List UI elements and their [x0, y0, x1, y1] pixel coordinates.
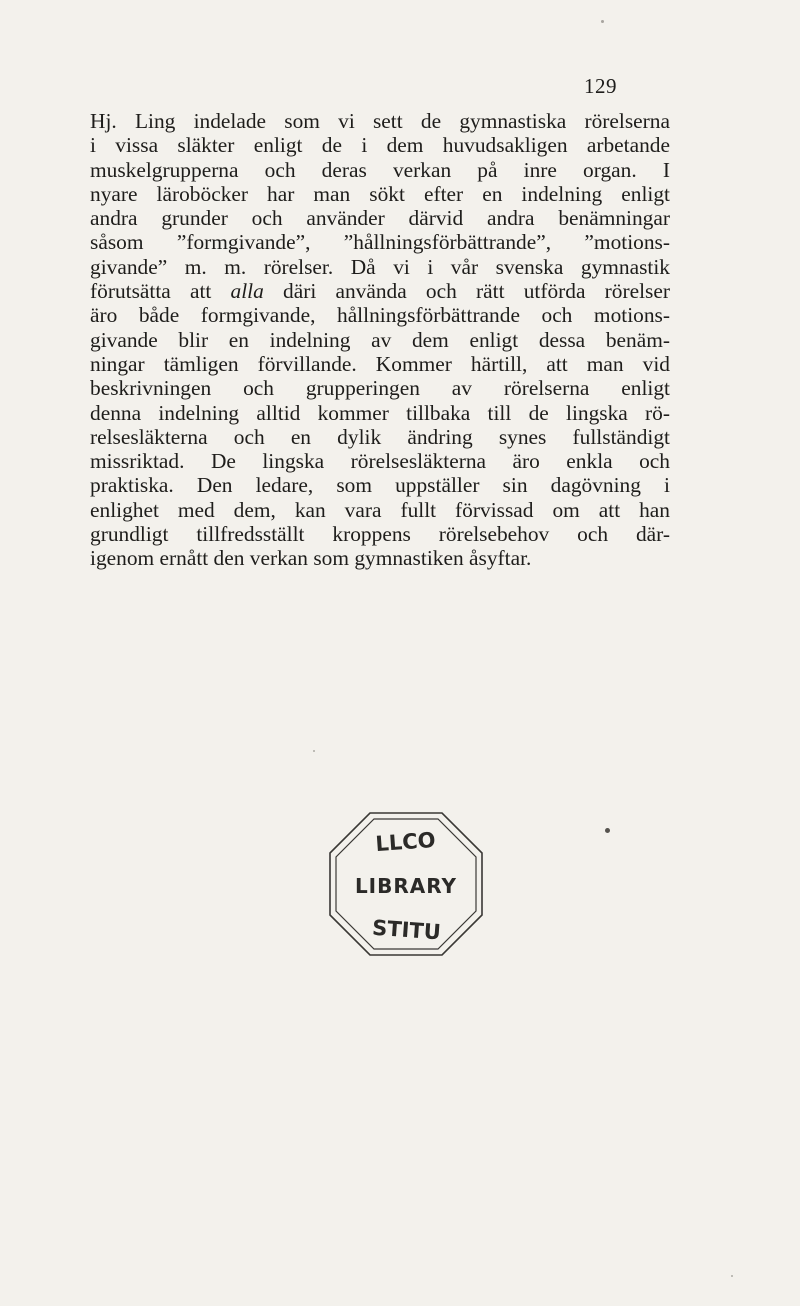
- text-line: denna indelning alltid kommer tillbaka till de lingska rö-: [90, 400, 670, 425]
- text-line: praktiska. Den ledare, som uppställer sin dagövning i: [90, 473, 670, 498]
- text-segment: däri använda och rätt utförda rörelser: [263, 279, 670, 304]
- text-line: såsom ”formgivande”, ”hållningsförbättrande”, ”motions-: [90, 230, 670, 255]
- text-line: relsesläkterna och en dylik ändring synes fullständigt: [90, 424, 670, 449]
- italic-word: alla: [230, 279, 264, 304]
- text-line: andra grunder och använder därvid andra benämningar: [90, 206, 670, 231]
- text-line: Hj. Ling indelade som vi sett de gymnastiska rörelserna: [90, 109, 670, 133]
- paper-speck: [601, 20, 604, 23]
- paper-speck: [313, 750, 315, 752]
- text-line: missriktad. De lingska rörelsesläkterna äro enkla och: [90, 449, 670, 474]
- text-line: [90, 279, 670, 303]
- body-paragraph: [90, 109, 670, 571]
- text-line: i vissa släkter enligt de i dem huvudsakligen arbetande: [90, 133, 670, 158]
- text-line: muskelgrupperna och deras verkan på inre organ. I: [90, 157, 670, 182]
- text-line: givande blir en indelning av dem enligt dessa benäm-: [90, 327, 670, 352]
- text-line: igenom ernått den verkan som gymnastiken åsyftar.: [90, 546, 532, 571]
- stamp-top-text: LLCO: [374, 827, 437, 857]
- text-line: beskrivningen och grupperingen av rörelserna enligt: [90, 376, 670, 401]
- text-line: nyare läroböcker har man sökt efter en indelning enligt: [90, 181, 670, 206]
- text-line: givande” m. m. rörelser. Då vi i vår svenska gymnastik: [90, 254, 670, 279]
- text-line: grundligt tillfredsställt kroppens rörelsebehov och där-: [90, 522, 670, 547]
- text-segment: förutsätta att: [90, 279, 231, 304]
- paper-speck: [605, 828, 610, 833]
- paper-speck: [731, 1275, 733, 1277]
- text-line: enlighet med dem, kan vara fullt förvissad om att han: [90, 497, 670, 522]
- stamp-bottom-text: STITU: [371, 915, 442, 945]
- library-stamp-icon: [326, 809, 486, 959]
- stamp-label: LIBRARY: [354, 874, 458, 898]
- text-line: ningar tämligen förvillande. Kommer härtill, att man vid: [90, 351, 670, 376]
- page-number: 129: [584, 74, 617, 98]
- text-line: äro både formgivande, hållningsförbättrande och motions-: [90, 303, 670, 328]
